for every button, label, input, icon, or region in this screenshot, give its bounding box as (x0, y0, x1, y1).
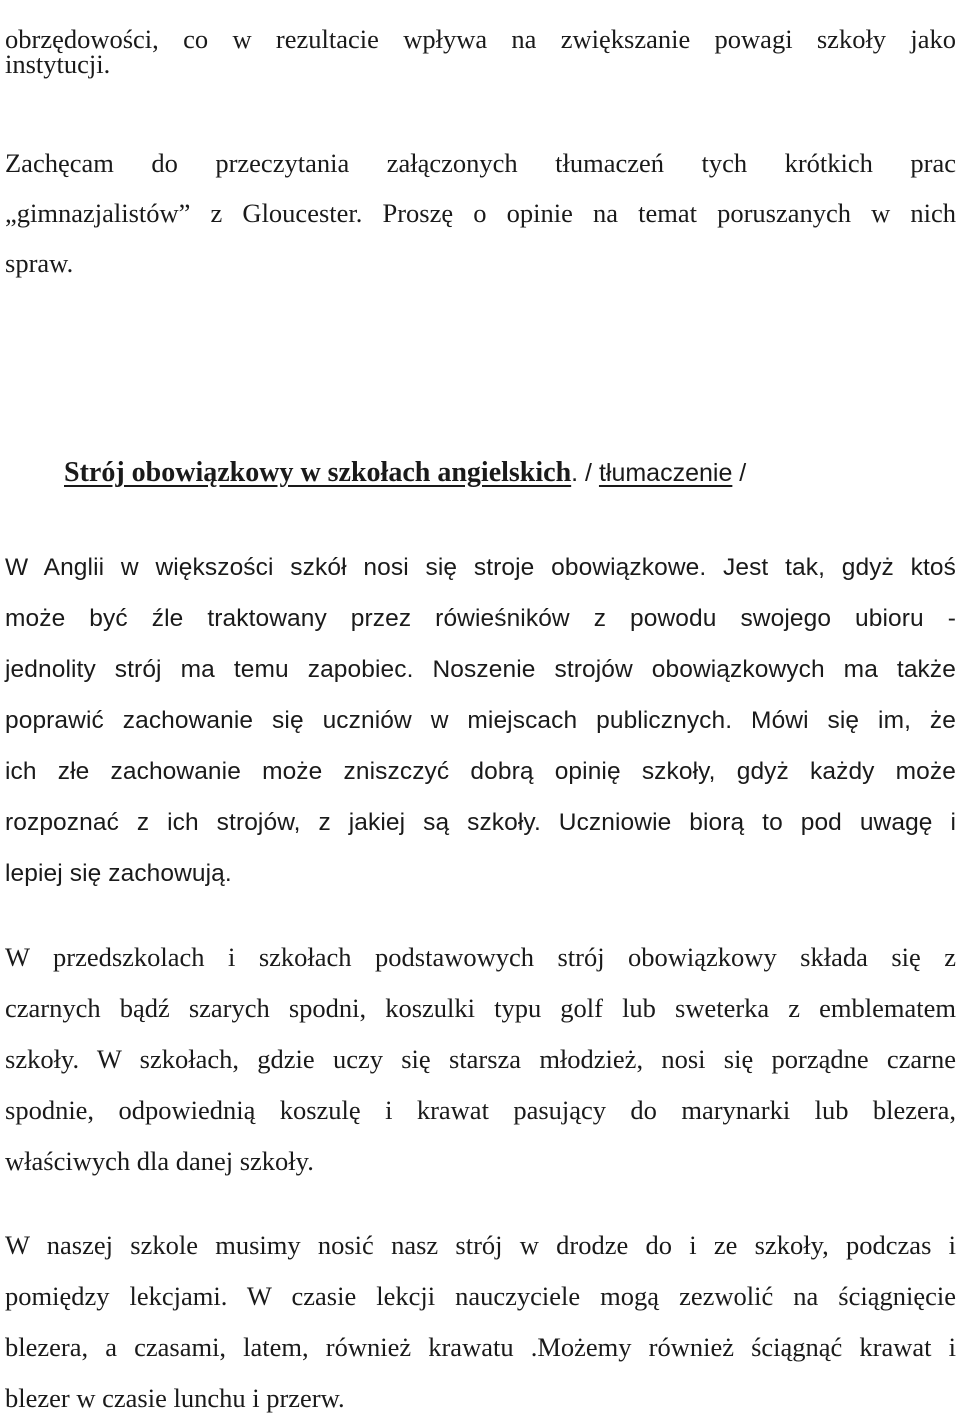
paragraph2-line-4: spodnie, odpowiednią koszulę i krawat pasujący do marynarki lub blezera, (5, 1095, 956, 1125)
heading-translation-label: tłumaczenie (598, 459, 733, 487)
paragraph3-line-2: pomiędzy lekcjami. W czasie lekcji nauczyciele mogą zezwolić na ściągnięcie (5, 1281, 956, 1311)
intro-line-2: instytucji. (5, 49, 111, 79)
paragraph2-line-3: szkoły. W szkołach, gdzie uczy się starsza młodzież, nosi się porządne czarne (5, 1044, 956, 1074)
paragraph3-line-4: blezer w czasie lunchu i przerw. (5, 1383, 345, 1413)
paragraph1-line-5: ich złe zachowanie może zniszczyć dobrą opinię szkoły, gdyż każdy może (5, 758, 956, 785)
paragraph3-line-1: W naszej szkole musimy nosić nasz strój w drodze do i ze szkoły, podczas i (5, 1230, 956, 1260)
heading-closing: / (732, 459, 747, 487)
paragraph2-line-1: W przedszkolach i szkołach podstawowych strój obowiązkowy składa się z (5, 942, 956, 972)
paragraph1-line-7: lepiej się zachowują. (5, 860, 232, 887)
invitation-line-2: „gimnazjalistów” z Gloucester. Proszę o opinie na temat poruszanych w nich (5, 198, 956, 228)
paragraph1-line-4: poprawić zachowanie się uczniów w miejscach publicznych. Mówi się im, że (5, 707, 956, 734)
paragraph1-line-2: może być źle traktowany przez rówieśników z powodu swojego ubioru - (5, 605, 956, 632)
heading-title: Strój obowiązkowy w szkołach angielskich (64, 457, 572, 488)
paragraph2-line-2: czarnych bądź szarych spodni, koszulki typu golf lub sweterka z emblematem (5, 993, 956, 1023)
section-heading (64, 456, 746, 490)
paragraph2-line-5: właściwych dla danej szkoły. (5, 1146, 314, 1176)
paragraph1-line-3: jednolity strój ma temu zapobiec. Noszenie strojów obowiązkowych ma także (5, 656, 956, 683)
intro-line-1: obrzędowości, co w rezultacie wpływa na zwiększanie powagi szkoły jako (5, 24, 956, 54)
invitation-line-3: spraw. (5, 248, 74, 278)
invitation-line-1: Zachęcam do przeczytania załączonych tłumaczeń tych krótkich prac (5, 148, 956, 178)
paragraph3-line-3: blezera, a czasami, latem, również krawatu .Możemy również ściągnąć krawat i (5, 1332, 956, 1362)
paragraph1-line-6: rozpoznać z ich strojów, z jakiej są szkoły. Uczniowie biorą to pod uwagę i (5, 809, 956, 836)
heading-separator: . / (571, 459, 599, 487)
paragraph1-line-1: W Anglii w większości szkół nosi się stroje obowiązkowe. Jest tak, gdyż ktoś (5, 554, 956, 581)
